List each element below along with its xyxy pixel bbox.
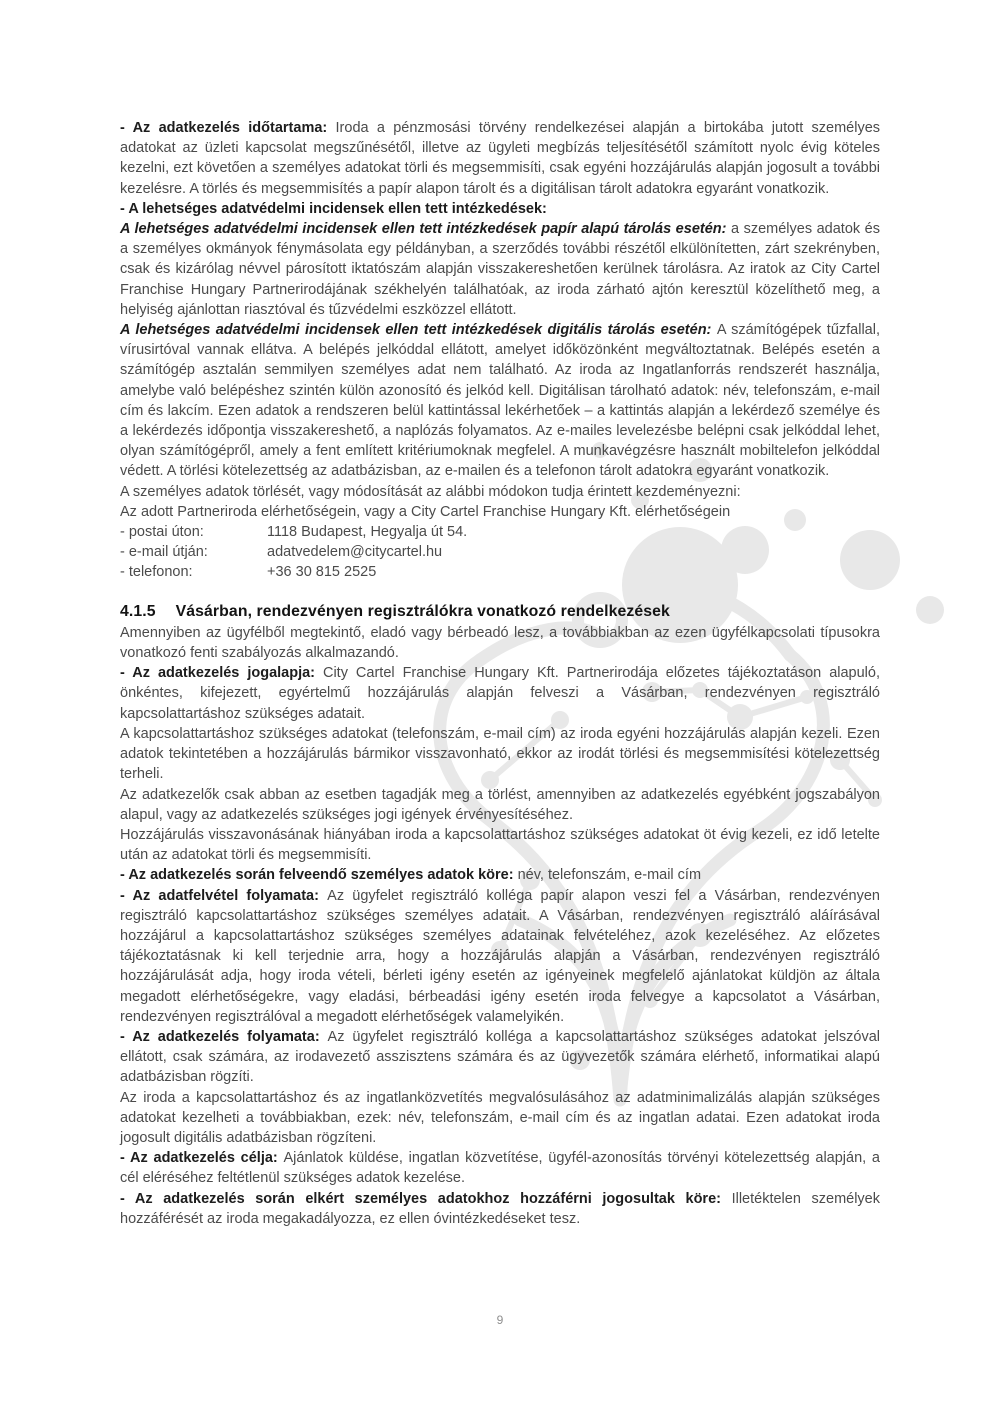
text-segment: Az ügyfelet regisztráló kolléga a kapcsolattartáshoz szükséges adatokat jelszóval ellátott, csak számára, az irodavezető asszisztens számára és az ügyvezetők számára elérhető, informatikai alapú adatbázisban rögzíti. — [120, 1028, 880, 1086]
paragraph — [120, 502, 880, 522]
text-segment: - Az adatfelvétel folyamata: — [120, 887, 328, 904]
policy-paragraphs-bottom — [120, 623, 880, 1229]
text-segment: A lehetséges adatvédelmi incidensek ellen tett intézkedések digitális tárolás esetén: — [120, 322, 717, 339]
paragraph — [120, 118, 880, 199]
paragraph — [120, 865, 880, 885]
text-segment: név, telefonszám, e-mail cím — [517, 867, 702, 884]
text-segment: - Az adatkezelés során elkért személyes adatokhoz hozzáférni jogosultak köre: — [120, 1190, 732, 1207]
text-segment: - A lehetséges adatvédelmi incidensek ellen tett intézkedések: — [120, 200, 547, 217]
text-segment: A számítógépek tűzfallal, vírusirtóval vannak ellátva. A belépés jelkóddal ellátott, amelyet időközönként megváltoztatnak. Belépés esetén a számítógép asztalán semmilyen személyes adat nem található. Az iroda az Ingatlanforrás rendszerét használja, amelybe való belépéshez szintén külön azonosító és jelkód kell. Digitálisan tárolható adatok: név, telefonszám, e-mail cím és lakcím. Ezen adatok a rendszeren belül kattintással lekérhetőek – a kattintás alapján a lekérdező személye és a lekérdezés időpontja visszakereshető, a naplózás folyamatos. Az e-mailes levelezésbe belépni csak jelkóddal lehet, olyan számítógépről, amely a fent említett kritériumoknak megfelel. A munkavégzésre használt mobiltelefon jelkóddal védett. A törlési kötelezettség az adatbázisban, az e-mailen és a telefonon tárolt adatokra egyaránt vonatkozik. — [120, 322, 880, 480]
section-title: Vásárban, rendezvényen regisztrálókra vonatkozó rendelkezések — [175, 602, 670, 620]
text-segment: - Az adatkezelés során felveendő személyes adatok köre: — [120, 867, 518, 884]
text-segment: a személyes adatok és a személyes okmányok fénymásolata egy példányban, a szerződés további részétől elkülönítetten, zárt szekrényben, csak és kizárólag névvel párosított iktatószám alapján visszakereshetően kerülnek tárolásra. Az iratok az City Cartel Franchise Hungary Partnerirodájának székhelyén találhatóak, az iroda zárható ajtón keresztül közelíthető meg, a helyiség ajánlottan riasztóval és tűzvédelmi eszközzel ellátott. — [120, 221, 880, 318]
page-number: 9 — [496, 1313, 504, 1327]
page-content — [120, 118, 880, 1229]
text-segment: A személyes adatok törlését, vagy módosítását az alábbi módokon tudja érintett kezdeményezni: — [120, 483, 741, 500]
text-segment: Ajánlatok küldése, ingatlan közvetítése, ügyfél-azonosítás törvényi kötelezettség alapján, a cél eléréséhez feltétlenül szükséges adatok kezelése. — [120, 1150, 880, 1187]
paragraph — [120, 199, 880, 219]
text-segment: Az adott Partneriroda elérhetőségein, vagy a City Cartel Franchise Hungary Kft. elérhetőségein — [120, 503, 731, 520]
paragraph — [120, 886, 880, 1027]
paragraph — [120, 724, 880, 785]
contact-value: 1118 Budapest, Hegyalja út 54. — [267, 524, 468, 541]
paragraph — [120, 1148, 880, 1188]
contact-label: - e-mail útján: — [120, 544, 208, 561]
section-heading — [120, 602, 880, 622]
contact-row — [120, 562, 880, 582]
text-segment: City Cartel Franchise Hungary Kft. Partnerirodája előzetes tájékoztatáson alapuló, önkéntes, kifejezett, egyértelmű hozzájárulás alapján felveszi a Vásárban, rendezvényen regisztráló kapcsolattartáshoz szükséges adatait. — [120, 665, 880, 722]
text-segment: Az adatkezelők csak abban az esetben tagadják meg a törlést, amennyiben az adatkezelés egyébként jogszabályon alapul, vagy az adatkezelés szükséges jogi igények érvényesítéséhez. — [120, 786, 880, 823]
contact-row — [120, 522, 880, 542]
text-segment: Iroda a pénzmosási törvény rendelkezései alapján a birtokába jutott személyes adatokat az üzleti kapcsolat megszűnésétől, illetve az ügyleti megbízás teljesítésétől számított nyolc évig köteles kezelni, ezt követően a személyes adatokat törli és megsemmisíti, csak egyéni hozzájárulás alapján jogosult a további kezelésre. A törlés és megsemmisítés a papír alapon tárolt és a digitálisan tárolt adatokra egyaránt vonatkozik. — [120, 120, 881, 197]
text-segment: A kapcsolattartáshoz szükséges adatokat (telefonszám, e-mail cím) az iroda egyéni hozzájárulás alapján kezeli. Ezen adatok tekintetében a hozzájárulás bármikor visszavonható, ekkor az irodát törlési és megsemmisítési kötelezettség terheli. — [120, 725, 880, 783]
text-segment: Illetéktelen személyek hozzáférését az iroda megakadályozza, ez ellen óvintézkedéseket tesz. — [120, 1190, 880, 1227]
policy-paragraphs-top — [120, 118, 880, 522]
text-segment: - Az adatkezelés célja: — [120, 1150, 284, 1167]
text-segment: Az ügyfelet regisztráló kolléga papír alapon veszi fel a Vásárban, rendezvényen regisztráló kapcsolattartáshoz szükséges személyes adatait. A Vásárban, rendezvényen regisztráló aláírásával hozzájárul a kapcsolattartáshoz szükséges személyes adatainak felvételéhez, azok kezeléséhez. Az előzetes tájékoztatásnak ki kell terjednie arra, hogy a hozzájárulás alapján a Vásárban, rendezvényen regisztráló hozzájárulását adja, hogy iroda vételi, bérleti igény esetén az igényeinek megfelelő ajánlatokat küldjön az általa megadott elérhetőségekre, vagy eladási, bérbeadási igény esetén iroda felvegye a kapcsolatot a Vásárban, rendezvényen regisztrálóval a megadott elérhetőségek valamelyikén. — [120, 887, 880, 1025]
text-segment: Amennyiben az ügyfélből megtekintő, eladó vagy bérbeadó lesz, a továbbiakban az ezen ügyfélkapcsolati típusokra vonatkozó fenti szabályozás alkalmazandó. — [120, 624, 880, 662]
paragraph — [120, 219, 880, 320]
paragraph — [120, 482, 880, 502]
paragraph — [120, 1027, 880, 1088]
contact-value: adatvedelem@citycartel.hu — [267, 544, 443, 561]
paragraph — [120, 1088, 880, 1149]
text-segment: - Az adatkezelés jogalapja: — [120, 665, 323, 682]
paragraph — [120, 1189, 880, 1229]
paragraph — [120, 785, 880, 825]
paragraph — [120, 825, 880, 865]
contact-label: - postai úton: — [120, 524, 204, 541]
paragraph — [120, 623, 880, 663]
contact-label: - telefonon: — [120, 564, 193, 581]
text-segment: A lehetséges adatvédelmi incidensek ellen tett intézkedések papír alapú tárolás esetén: — [120, 221, 731, 238]
paragraph — [120, 663, 880, 724]
text-segment: - Az adatkezelés folyamata: — [120, 1028, 328, 1045]
contact-row — [120, 542, 880, 562]
paragraph — [120, 320, 880, 482]
text-segment: - Az adatkezelés időtartama: — [120, 120, 336, 136]
text-segment: Hozzájárulás visszavonásának hiányában iroda a kapcsolattartáshoz szükséges adatokat öt évig kezeli, ez idő letelte után az adatokat törli és megsemmisíti. — [120, 826, 880, 864]
text-segment: Az iroda a kapcsolattartáshoz és az ingatlanközvetítés megvalósulásához az adatminimalizálás alapján szükséges adatokat kezelheti a továbbiakban, ezek: név, telefonszám, e-mail cím és az ingatlan adatai. Ezen adatokat iroda jogosult digitális adatbázisban rögzíteni. — [120, 1089, 880, 1146]
section-number: 4.1.5 — [120, 602, 156, 620]
contact-value: +36 30 815 2525 — [267, 564, 377, 581]
contact-list — [120, 522, 880, 583]
